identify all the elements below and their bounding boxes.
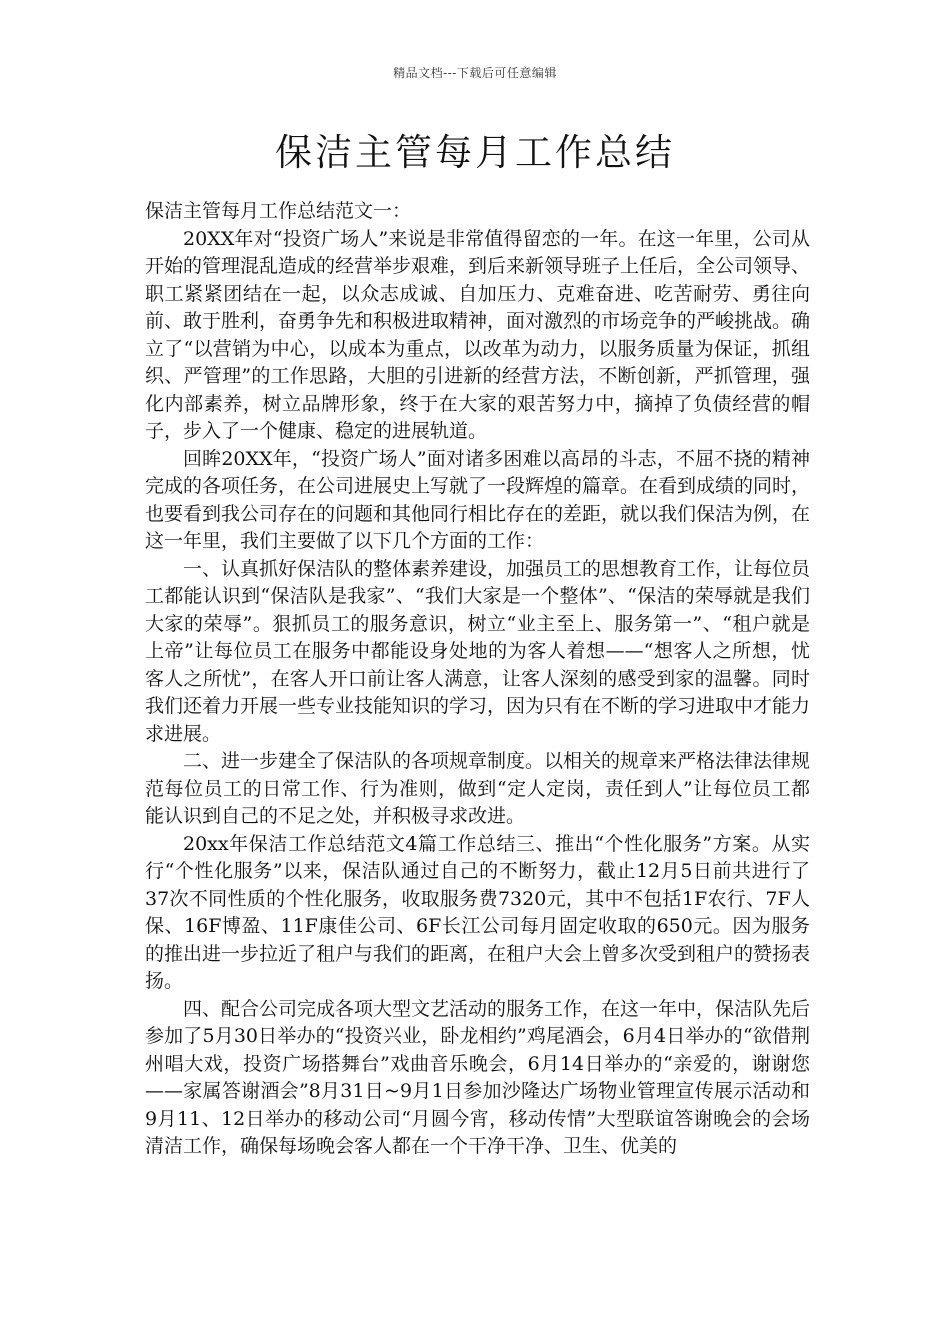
document-title: 保洁主管每月工作总结 [275, 131, 675, 174]
header-note: 精品文档---下载后可任意编辑 [393, 66, 557, 80]
paragraph: 四、配合公司完成各项大型文艺活动的服务工作，在这一年中，保洁队先后参加了5月30日举办的“投资兴业，卧龙相约”鸡尾酒会，6月4日举办的“欲借荆州唱大戏，投资广场搭舞台”戏曲音乐晚会，6月14日举办的“亲爱的，谢谢您——家属答谢酒会”8月31日~9月1日参加沙隆达广场物业管理宣传展示活动和9月11、12日举办的移动公司“月圆今宵，移动传情”大型联谊答谢晚会的会场清洁工作，确保每场晚会客人都在一个干净干净、卫生、优美的 [145, 997, 811, 1157]
paragraph-heading: 保洁主管每月工作总结范文一： [145, 200, 412, 222]
paragraph: 二、进一步建全了保洁队的各项规章制度。以相关的规章来严格法律法律规范每位员工的日常工作、行为准则，做到“定人定岗，责任到人”让每位员工都能认识到自己的不足之处，并积极寻求改进。 [145, 750, 811, 827]
paragraph: 20xx年保洁工作总结范文4篇工作总结三、推出“个性化服务”方案。从实行“个性化服务”以来，保洁队通过自己的不断努力，截止12月5日前共进行了37次不同性质的个性化服务，收取服务费7320元，其中不包括1F农行、7F人保、16F博盈、11F康佳公司、6F长江公司每月固定收取的650元。因为服务的推出进一步拉近了租户与我们的距离，在租户大会上曾多次受到租户的赞扬表扬。 [145, 832, 811, 992]
paragraph: 20XX年对“投资广场人”来说是非常值得留恋的一年。在这一年里，公司从开始的管理混乱造成的经营举步艰难，到后来新领导班子上任后，全公司领导、职工紧紧团结在一起，以众志成诚、自加压力、克难奋进、吃苦耐劳、勇往向前、敢于胜利，奋勇争先和积极进取精神，面对激烈的市场竞争的严峻挑战。确立了“以营销为中心，以成本为重点，以改革为动力，以服务质量为保证，抓组织、严管理”的工作思路，大胆的引进新的经营方法，不断创新，严抓管理，强化内部素养，树立品牌形象，终于在大家的艰苦努力中，摘掉了负债经营的帽子，步入了一个健康、稳定的进展轨道。 [145, 227, 811, 442]
paragraph: 一、认真抓好保洁队的整体素养建设，加强员工的思想教育工作，让每位员工都能认识到“保洁队是我家”、“我们大家是一个整体”、“保洁的荣辱就是我们大家的荣辱”。狠抓员工的服务意识，树立“业主至上、服务第一”、“租户就是上帝”让每位员工在服务中都能设身处地的为客人着想——“想客人之所想，忧客人之所忧”，在客人开口前让客人满意，让客人深刻的感受到家的温馨。同时我们还着力开展一些专业技能知识的学习，因为只有在不断的学习进取中才能力求进展。 [145, 557, 811, 745]
paragraph: 回眸20XX年，“投资广场人”面对诸多困难以高昂的斗志，不屈不挠的精神完成的各项任务，在公司进展史上写就了一段辉煌的篇章。在看到成绩的同时，也要看到我公司存在的问题和其他同行相比存在的差距，就以我们保洁为例，在这一年里，我们主要做了以下几个方面的工作： [145, 447, 811, 552]
document-body [145, 198, 810, 1161]
